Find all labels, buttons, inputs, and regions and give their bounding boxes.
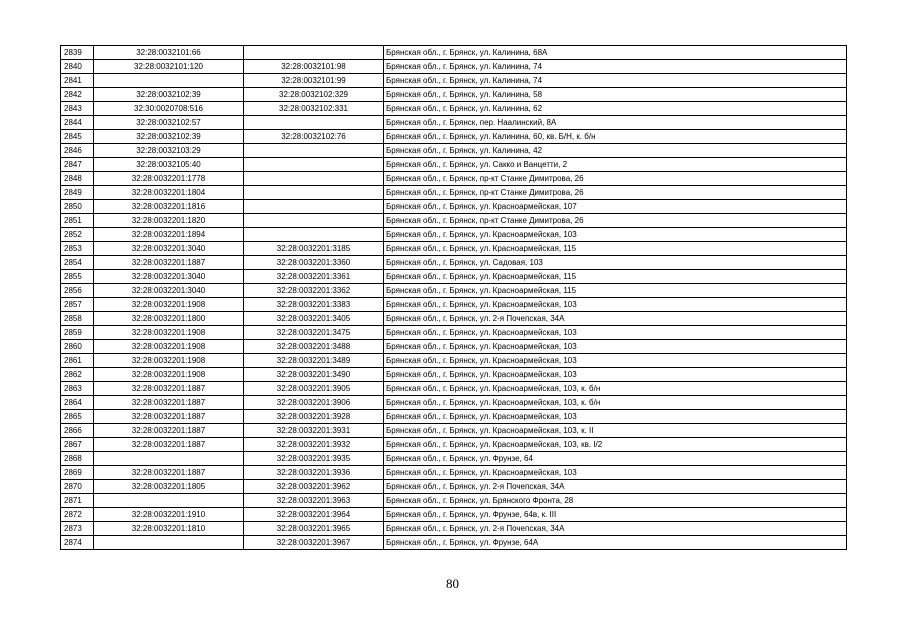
table-row — [61, 438, 847, 452]
previous-cadastral-number-cell: 32:28:0032201:1887 — [94, 256, 244, 270]
table-row — [61, 88, 847, 102]
table-row — [61, 382, 847, 396]
row-number-cell: 2847 — [61, 158, 94, 172]
row-number-cell: 2853 — [61, 242, 94, 256]
previous-cadastral-number-cell: 32:28:0032102:57 — [94, 116, 244, 130]
previous-cadastral-number-cell: 32:28:0032201:3040 — [94, 270, 244, 284]
table-row — [61, 536, 847, 550]
row-number-cell: 2848 — [61, 172, 94, 186]
row-number-cell: 2872 — [61, 508, 94, 522]
row-number-cell: 2858 — [61, 312, 94, 326]
address-cell: Брянская обл., г. Брянск, ул. Красноармейская, 103 — [384, 326, 847, 340]
previous-cadastral-number-cell: 32:28:0032201:1778 — [94, 172, 244, 186]
address-cell: Брянская обл., г. Брянск, ул. Красноармейская, 103, к. б/н — [384, 382, 847, 396]
table-row — [61, 522, 847, 536]
previous-cadastral-number-cell: 32:28:0032103:29 — [94, 144, 244, 158]
cadastral-number-cell: 32:28:0032201:3488 — [244, 340, 384, 354]
cadastral-number-cell — [244, 214, 384, 228]
cadastral-number-cell: 32:28:0032101:99 — [244, 74, 384, 88]
table-row — [61, 200, 847, 214]
table-row — [61, 242, 847, 256]
address-cell: Брянская обл., г. Брянск, ул. Калинина, 42 — [384, 144, 847, 158]
row-number-cell: 2843 — [61, 102, 94, 116]
cadastral-number-cell: 32:28:0032201:3932 — [244, 438, 384, 452]
row-number-cell: 2841 — [61, 74, 94, 88]
cadastral-number-cell — [244, 46, 384, 60]
table-row — [61, 340, 847, 354]
row-number-cell: 2874 — [61, 536, 94, 550]
cadastral-number-cell: 32:28:0032201:3936 — [244, 466, 384, 480]
table-row — [61, 60, 847, 74]
cadastral-number-cell: 32:28:0032102:329 — [244, 88, 384, 102]
page-number: 80 — [446, 576, 459, 591]
previous-cadastral-number-cell: 32:28:0032201:1908 — [94, 368, 244, 382]
row-number-cell: 2865 — [61, 410, 94, 424]
cadastral-number-cell: 32:28:0032102:76 — [244, 130, 384, 144]
row-number-cell: 2864 — [61, 396, 94, 410]
address-cell: Брянская обл., г. Брянск, ул. Садовая, 103 — [384, 256, 847, 270]
row-number-cell: 2854 — [61, 256, 94, 270]
row-number-cell: 2842 — [61, 88, 94, 102]
table-row — [61, 312, 847, 326]
address-cell: Брянская обл., г. Брянск, ул. Красноармейская, 103 — [384, 354, 847, 368]
cadastral-number-cell: 32:28:0032101:98 — [244, 60, 384, 74]
cadastral-number-cell: 32:28:0032102:331 — [244, 102, 384, 116]
table-row — [61, 270, 847, 284]
table-row — [61, 396, 847, 410]
table-row — [61, 228, 847, 242]
row-number-cell: 2867 — [61, 438, 94, 452]
row-number-cell: 2863 — [61, 382, 94, 396]
previous-cadastral-number-cell: 32:28:0032201:3040 — [94, 284, 244, 298]
address-cell: Брянская обл., г. Брянск, ул. Калинина, 60, кв. Б/Н, к. б/н — [384, 130, 847, 144]
table-row — [61, 508, 847, 522]
address-cell: Брянская обл., г. Брянск, ул. Брянского Фронта, 28 — [384, 494, 847, 508]
table-row — [61, 130, 847, 144]
cadastral-number-cell — [244, 158, 384, 172]
cadastral-number-cell — [244, 144, 384, 158]
table-row — [61, 284, 847, 298]
previous-cadastral-number-cell: 32:30:0020708:516 — [94, 102, 244, 116]
row-number-cell: 2873 — [61, 522, 94, 536]
row-number-cell: 2868 — [61, 452, 94, 466]
row-number-cell: 2849 — [61, 186, 94, 200]
row-number-cell: 2844 — [61, 116, 94, 130]
cadastral-number-cell: 32:28:0032201:3965 — [244, 522, 384, 536]
cadastral-number-cell: 32:28:0032201:3967 — [244, 536, 384, 550]
table-row — [61, 74, 847, 88]
table-row — [61, 186, 847, 200]
table-row — [61, 452, 847, 466]
address-cell: Брянская обл., г. Брянск, ул. Красноармейская, 103, к. II — [384, 424, 847, 438]
address-cell: Брянская обл., г. Брянск, пер. Наалинский, 8А — [384, 116, 847, 130]
row-number-cell: 2855 — [61, 270, 94, 284]
cadastral-number-cell: 32:28:0032201:3490 — [244, 368, 384, 382]
cadastral-number-cell: 32:28:0032201:3360 — [244, 256, 384, 270]
row-number-cell: 2850 — [61, 200, 94, 214]
table-row — [61, 214, 847, 228]
previous-cadastral-number-cell: 32:28:0032101:66 — [94, 46, 244, 60]
address-cell: Брянская обл., г. Брянск, ул. Красноармейская, 107 — [384, 200, 847, 214]
cadastral-number-cell — [244, 228, 384, 242]
row-number-cell: 2851 — [61, 214, 94, 228]
row-number-cell: 2861 — [61, 354, 94, 368]
cadastral-number-cell: 32:28:0032201:3964 — [244, 508, 384, 522]
row-number-cell: 2852 — [61, 228, 94, 242]
row-number-cell: 2857 — [61, 298, 94, 312]
cadastral-number-cell — [244, 116, 384, 130]
table-row — [61, 368, 847, 382]
previous-cadastral-number-cell: 32:28:0032201:1804 — [94, 186, 244, 200]
cadastral-number-cell: 32:28:0032201:3361 — [244, 270, 384, 284]
previous-cadastral-number-cell: 32:28:0032101:120 — [94, 60, 244, 74]
previous-cadastral-number-cell: 32:28:0032201:1887 — [94, 382, 244, 396]
cadastral-table — [60, 45, 847, 550]
previous-cadastral-number-cell: 32:28:0032102:39 — [94, 130, 244, 144]
table-row — [61, 158, 847, 172]
previous-cadastral-number-cell: 32:28:0032201:1887 — [94, 438, 244, 452]
cadastral-number-cell: 32:28:0032201:3185 — [244, 242, 384, 256]
previous-cadastral-number-cell: 32:28:0032201:1887 — [94, 396, 244, 410]
cadastral-number-cell: 32:28:0032201:3489 — [244, 354, 384, 368]
row-number-cell: 2862 — [61, 368, 94, 382]
cadastral-number-cell: 32:28:0032201:3928 — [244, 410, 384, 424]
row-number-cell: 2870 — [61, 480, 94, 494]
cadastral-number-cell: 32:28:0032201:3931 — [244, 424, 384, 438]
address-cell: Брянская обл., г. Брянск, ул. Калинина, 74 — [384, 74, 847, 88]
table-row — [61, 102, 847, 116]
address-cell: Брянская обл., г. Брянск, ул. Красноармейская, 103, к. б/н — [384, 396, 847, 410]
previous-cadastral-number-cell: 32:28:0032201:1908 — [94, 354, 244, 368]
previous-cadastral-number-cell — [94, 452, 244, 466]
address-cell: Брянская обл., г. Брянск, ул. Калинина, 68А — [384, 46, 847, 60]
previous-cadastral-number-cell: 32:28:0032201:1816 — [94, 200, 244, 214]
previous-cadastral-number-cell: 32:28:0032201:1908 — [94, 340, 244, 354]
cadastral-number-cell — [244, 200, 384, 214]
cadastral-number-cell: 32:28:0032201:3935 — [244, 452, 384, 466]
address-cell: Брянская обл., г. Брянск, ул. Красноармейская, 103 — [384, 298, 847, 312]
table-body — [61, 46, 847, 550]
row-number-cell: 2856 — [61, 284, 94, 298]
address-cell: Брянская обл., г. Брянск, ул. Сакко и Ванцетти, 2 — [384, 158, 847, 172]
cadastral-number-cell: 32:28:0032201:3383 — [244, 298, 384, 312]
row-number-cell: 2839 — [61, 46, 94, 60]
row-number-cell: 2869 — [61, 466, 94, 480]
table-row — [61, 480, 847, 494]
address-cell: Брянская обл., г. Брянск, ул. Фрунзе, 64А — [384, 536, 847, 550]
cadastral-number-cell: 32:28:0032201:3963 — [244, 494, 384, 508]
table-row — [61, 424, 847, 438]
address-cell: Брянская обл., г. Брянск, ул. 2-я Почепская, 34А — [384, 522, 847, 536]
previous-cadastral-number-cell: 32:28:0032201:1908 — [94, 298, 244, 312]
table-row — [61, 354, 847, 368]
previous-cadastral-number-cell: 32:28:0032201:1800 — [94, 312, 244, 326]
table-row — [61, 172, 847, 186]
row-number-cell: 2866 — [61, 424, 94, 438]
address-cell: Брянская обл., г. Брянск, ул. 2-я Почепская, 34А — [384, 480, 847, 494]
table-row — [61, 298, 847, 312]
cadastral-number-cell — [244, 172, 384, 186]
address-cell: Брянская обл., г. Брянск, ул. Красноармейская, 115 — [384, 270, 847, 284]
previous-cadastral-number-cell: 32:28:0032201:1887 — [94, 466, 244, 480]
address-cell: Брянская обл., г. Брянск, ул. Красноармейская, 115 — [384, 242, 847, 256]
row-number-cell: 2860 — [61, 340, 94, 354]
row-number-cell: 2846 — [61, 144, 94, 158]
address-cell: Брянская обл., г. Брянск, ул. Калинина, 62 — [384, 102, 847, 116]
cadastral-number-cell: 32:28:0032201:3475 — [244, 326, 384, 340]
table-row — [61, 256, 847, 270]
address-cell: Брянская обл., г. Брянск, ул. Красноармейская, 103 — [384, 466, 847, 480]
table-row — [61, 466, 847, 480]
address-cell: Брянская обл., г. Брянск, ул. Красноармейская, 103 — [384, 368, 847, 382]
table-row — [61, 144, 847, 158]
address-cell: Брянская обл., г. Брянск, ул. Красноармейская, 103 — [384, 340, 847, 354]
previous-cadastral-number-cell — [94, 74, 244, 88]
previous-cadastral-number-cell: 32:28:0032201:1887 — [94, 424, 244, 438]
cadastral-number-cell — [244, 186, 384, 200]
previous-cadastral-number-cell: 32:28:0032201:1810 — [94, 522, 244, 536]
cadastral-number-cell: 32:28:0032201:3906 — [244, 396, 384, 410]
cadastral-number-cell: 32:28:0032201:3405 — [244, 312, 384, 326]
previous-cadastral-number-cell: 32:28:0032201:1910 — [94, 508, 244, 522]
address-cell: Брянская обл., г. Брянск, ул. 2-я Почепская, 34А — [384, 312, 847, 326]
previous-cadastral-number-cell — [94, 494, 244, 508]
row-number-cell: 2845 — [61, 130, 94, 144]
cadastral-number-cell: 32:28:0032201:3905 — [244, 382, 384, 396]
previous-cadastral-number-cell: 32:28:0032201:1820 — [94, 214, 244, 228]
address-cell: Брянская обл., г. Брянск, пр-кт Станке Димитрова, 26 — [384, 172, 847, 186]
table-row — [61, 46, 847, 60]
address-cell: Брянская обл., г. Брянск, пр-кт Станке Димитрова, 26 — [384, 214, 847, 228]
cadastral-number-cell: 32:28:0032201:3962 — [244, 480, 384, 494]
address-cell: Брянская обл., г. Брянск, ул. Фрунзе, 64в, к. III — [384, 508, 847, 522]
previous-cadastral-number-cell: 32:28:0032201:1805 — [94, 480, 244, 494]
previous-cadastral-number-cell: 32:28:0032201:1887 — [94, 410, 244, 424]
row-number-cell: 2871 — [61, 494, 94, 508]
table-row — [61, 116, 847, 130]
cadastral-number-cell: 32:28:0032201:3362 — [244, 284, 384, 298]
address-cell: Брянская обл., г. Брянск, ул. Фрунзе, 64 — [384, 452, 847, 466]
table-row — [61, 494, 847, 508]
address-cell: Брянская обл., г. Брянск, пр-кт Станке Димитрова, 26 — [384, 186, 847, 200]
address-cell: Брянская обл., г. Брянск, ул. Красноармейская, 103 — [384, 410, 847, 424]
previous-cadastral-number-cell: 32:28:0032105:40 — [94, 158, 244, 172]
previous-cadastral-number-cell: 32:28:0032201:3040 — [94, 242, 244, 256]
previous-cadastral-number-cell: 32:28:0032201:1894 — [94, 228, 244, 242]
address-cell: Брянская обл., г. Брянск, ул. Калинина, 58 — [384, 88, 847, 102]
row-number-cell: 2859 — [61, 326, 94, 340]
address-cell: Брянская обл., г. Брянск, ул. Калинина, 74 — [384, 60, 847, 74]
table-row — [61, 326, 847, 340]
address-cell: Брянская обл., г. Брянск, ул. Красноармейская, 103 — [384, 228, 847, 242]
address-cell: Брянская обл., г. Брянск, ул. Красноармейская, 103, кв. I/2 — [384, 438, 847, 452]
table-row — [61, 410, 847, 424]
row-number-cell: 2840 — [61, 60, 94, 74]
previous-cadastral-number-cell — [94, 536, 244, 550]
previous-cadastral-number-cell: 32:28:0032102:39 — [94, 88, 244, 102]
address-cell: Брянская обл., г. Брянск, ул. Красноармейская, 115 — [384, 284, 847, 298]
previous-cadastral-number-cell: 32:28:0032201:1908 — [94, 326, 244, 340]
